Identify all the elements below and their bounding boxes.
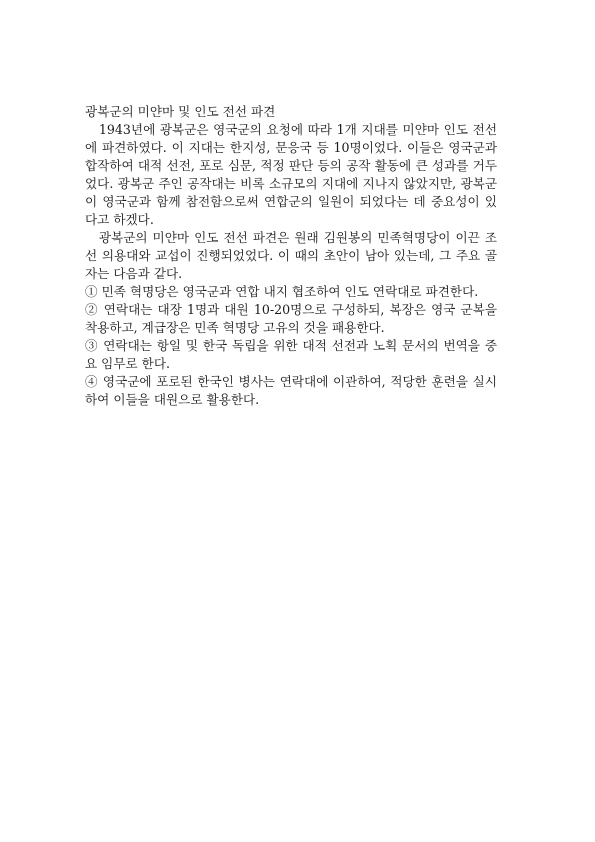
list-item-3: ③ 연락대는 항일 및 한국 독립을 위한 대적 선전과 노획 문서의 번역을 중요 임무로 한다. bbox=[85, 338, 497, 371]
document-title: 광복군의 미얀마 및 인도 전선 파견 bbox=[85, 104, 276, 119]
list-item-4: ④ 영국군에 포로된 한국인 병사는 연락대에 이관하여, 적당한 훈련을 실시하여 이들을 대원으로 활용한다. bbox=[85, 374, 497, 407]
list-item-1: ① 민족 혁명당은 영국군과 연합 내지 협조하여 인도 연락대로 파견한다. bbox=[85, 284, 479, 299]
document-body bbox=[85, 103, 497, 409]
paragraph-2: 광복군의 미얀마 인도 전선 파견은 원래 김원봉의 민족혁명당이 이끈 조선 의용대와 교섭이 진행되었었다. 이 때의 초안이 남아 있는데, 그 주요 골자는 다음과 같다. bbox=[85, 230, 497, 281]
list-item-2: ② 연락대는 대장 1명과 대원 10-20명으로 구성하되, 복장은 영국 군복을 착용하고, 계급장은 민족 혁명당 고유의 것을 패용한다. bbox=[85, 302, 497, 335]
paragraph-1: 1943년에 광복군은 영국군의 요청에 따라 1개 지대를 미얀마 인도 전선에 파견하였다. 이 지대는 한지성, 문응국 등 10명이었다. 이들은 영국군과 합작하여 대적 선전, 포로 심문, 적정 판단 등의 공작 활동에 큰 성과를 거두었다. 광복군 주인 공작대는 비록 소규모의 지대에 지나지 않았지만, 광복군이 영국군과 함께 참전함으로써 연합군의 일원이 되었다는 데 중요성이 있다고 하겠다. bbox=[85, 122, 497, 227]
